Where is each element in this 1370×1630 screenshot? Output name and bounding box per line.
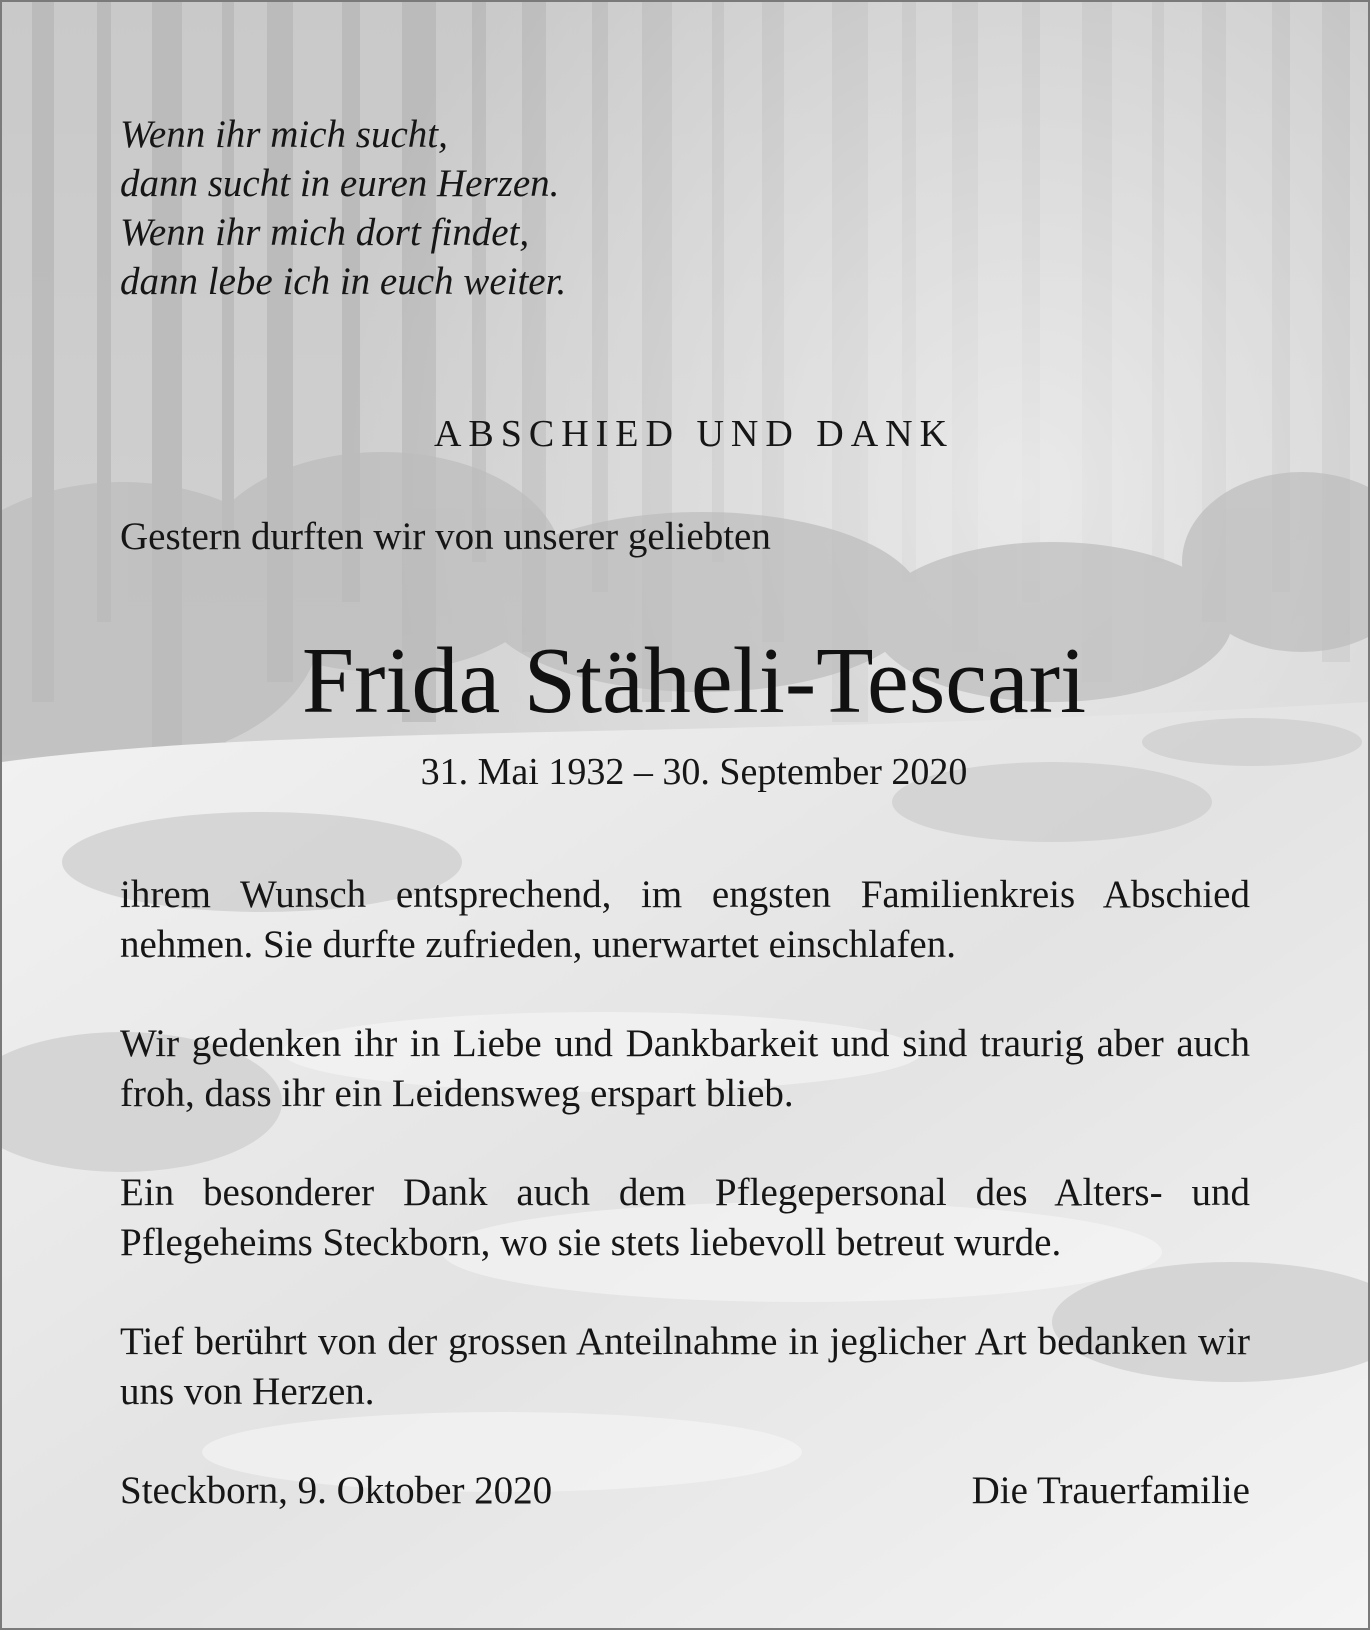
deceased-name: Frida Stäheli-Tescari — [301, 629, 1087, 733]
poem — [120, 110, 566, 306]
poem-line: dann sucht in euren Herzen. — [120, 162, 560, 205]
life-dates: 31. Mai 1932 – 30. September 2020 — [420, 751, 968, 793]
obituary-content — [2, 2, 1368, 1628]
poem-line: Wenn ihr mich sucht, — [120, 113, 448, 156]
poem-line: dann lebe ich in euch weiter. — [120, 260, 567, 303]
place-date: Steckborn, 9. Oktober 2020 — [120, 1469, 553, 1512]
paragraph: ihrem Wunsch entsprechend, im engsten Familienkreis Abschied nehmen. Sie durfte zufrieden, unerwartet einschlafen. — [120, 873, 1250, 966]
poem-line: Wenn ihr mich dort findet, — [120, 211, 530, 254]
paragraph: Ein besonderer Dank auch dem Pflegepersonal des Alters- und Pflegeheims Steckborn, wo sie stets liebevoll betreut wurde. — [120, 1171, 1250, 1264]
paragraph: Tief berührt von der grossen Anteilnahme in jeglicher Art bedanken wir uns von Herzen. — [120, 1320, 1250, 1413]
signature: Die Trauerfamilie — [971, 1469, 1250, 1512]
intro-text: Gestern durften wir von unserer geliebten — [120, 515, 771, 558]
heading: ABSCHIED UND DANK — [433, 413, 955, 455]
paragraph: Wir gedenken ihr in Liebe und Dankbarkeit und sind traurig aber auch froh, dass ihr ein Leidensweg erspart blieb. — [120, 1022, 1250, 1115]
